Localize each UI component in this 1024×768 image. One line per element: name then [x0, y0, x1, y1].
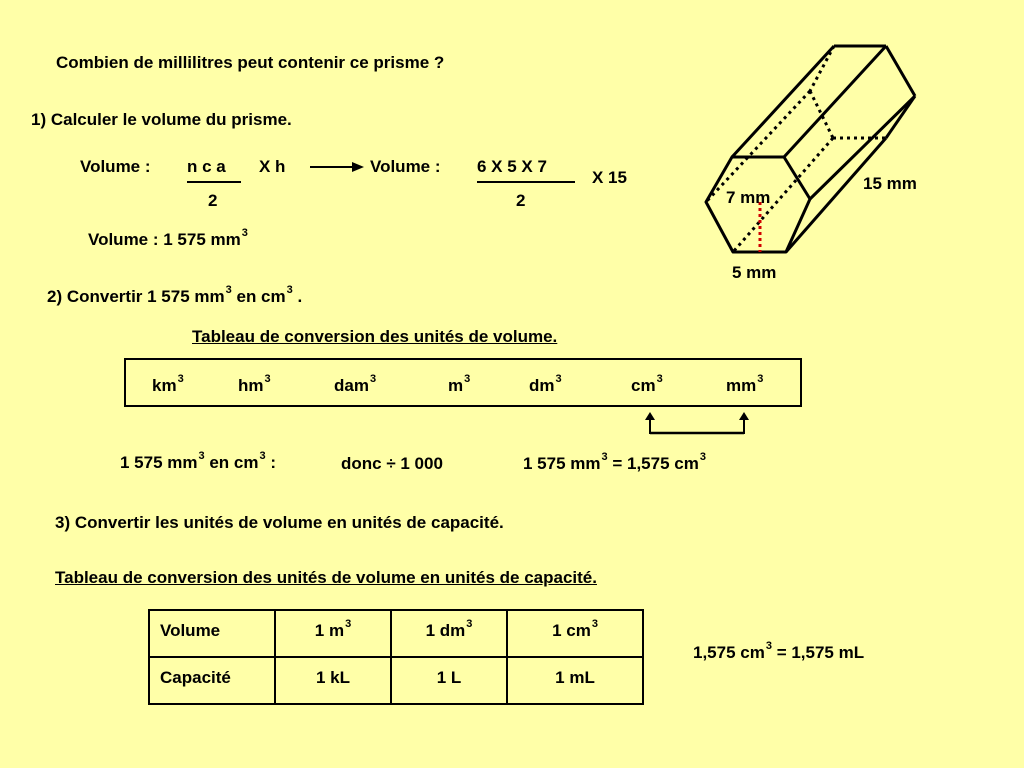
conversion-result: 1 575 $mm^3 = 1,575$ $cm^3$ [523, 451, 706, 473]
volume-table-title: Tableau de conversion des unités de volume. [192, 327, 558, 346]
table-row [149, 610, 643, 657]
label-15mm: 15 mm [863, 174, 917, 193]
cell-1cm3: 1 $cm^3$ [507, 610, 643, 657]
unit-dm3: $dm^3$ [529, 373, 562, 395]
arrow-right-icon [310, 160, 364, 174]
capacity-table-title: Tableau de conversion des unités de volume en unités de capacité. [55, 568, 597, 587]
row-header-capacite: Capacité [149, 657, 275, 704]
formula-fraction-bar [187, 181, 241, 183]
capacity-table [148, 609, 644, 705]
applied-label: Volume : [370, 157, 441, 176]
conversion-arrows-icon [640, 412, 755, 436]
question-text: Combien de millilitres peut contenir ce prisme ? [56, 53, 445, 72]
step3-title: 3) Convertir les unités de volume en unités de capacité. [55, 513, 504, 532]
cell-1l: 1 L [391, 657, 507, 704]
step1-title: 1) Calculer le volume du prisme. [31, 110, 292, 129]
label-5mm: 5 mm [732, 263, 777, 282]
volume-result: Volume : 1 575 $mm^3$ [88, 227, 248, 249]
cell-1kl: 1 kL [275, 657, 391, 704]
cell-1m3: 1 $m^3$ [275, 610, 391, 657]
label-7mm: 7 mm [726, 188, 771, 207]
formula-numerator: n c a [187, 157, 226, 176]
hexagonal-prism-diagram [700, 40, 925, 265]
step2-title: 2) Convertir 1 575 $mm^3$ en $cm^3$ . [47, 284, 303, 306]
unit-cm3: $cm^3$ [631, 373, 663, 395]
cell-1dm3: 1 $dm^3$ [391, 610, 507, 657]
conversion-line-label: 1 575 $mm^3$ en $cm^3$ : [120, 450, 276, 472]
applied-fraction-bar [477, 181, 575, 183]
applied-denominator: 2 [516, 191, 526, 210]
formula-label: Volume : [80, 157, 151, 176]
table-row [149, 657, 643, 704]
unit-km3: $km^3$ [152, 373, 184, 395]
cell-1ml: 1 mL [507, 657, 643, 704]
formula-times-h: X h [259, 157, 286, 176]
row-header-volume: Volume [149, 610, 275, 657]
unit-m3: $m^3$ [448, 373, 471, 395]
divide-instruction: donc ÷ 1 000 [341, 454, 443, 473]
volume-units-table [124, 358, 802, 407]
final-result: 1,575 $cm^3 = 1,575$ mL [693, 640, 865, 662]
unit-dam3: dam$^3$ [334, 373, 377, 395]
applied-numerator: 6 X 5 X 7 [477, 157, 547, 176]
applied-times-15: X 15 [592, 168, 627, 187]
unit-mm3: $mm^3$ [726, 373, 764, 395]
unit-hm3: $hm^3$ [238, 373, 271, 395]
formula-denominator: 2 [208, 191, 218, 210]
